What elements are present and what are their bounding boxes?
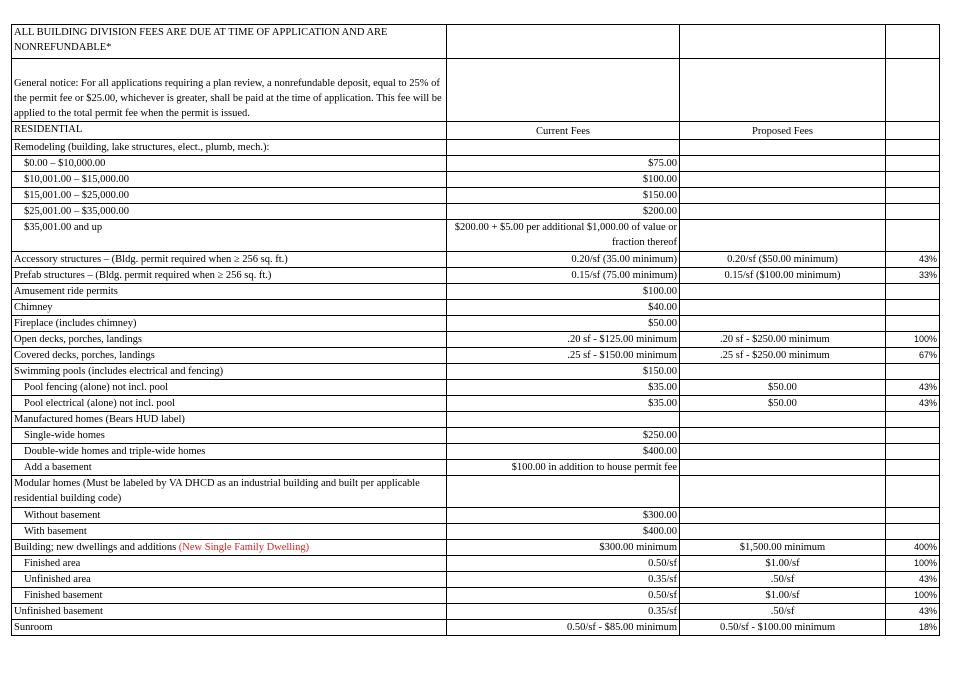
fee-item-label xyxy=(12,348,447,364)
table-row xyxy=(12,508,940,524)
proposed-fee: 0.15/sf ($100.00 minimum) xyxy=(680,268,886,284)
current-fee xyxy=(447,412,680,428)
fee-item-text: Prefab structures – (Bldg. permit required when ≥ 256 sq. ft.) xyxy=(14,270,272,281)
table-row xyxy=(12,588,940,604)
proposed-fee xyxy=(680,364,886,380)
current-fee: $75.00 xyxy=(447,156,680,172)
fee-item-text: Single-wide homes xyxy=(24,430,105,441)
proposed-fee xyxy=(680,428,886,444)
proposed-fee xyxy=(680,444,886,460)
percent-change xyxy=(886,412,940,428)
proposed-fee xyxy=(680,284,886,300)
blank-cell xyxy=(680,25,886,59)
fee-item-label xyxy=(12,284,447,300)
title-row xyxy=(12,25,940,59)
percent-change xyxy=(886,364,940,380)
table-row xyxy=(12,428,940,444)
table-row xyxy=(12,172,940,188)
fee-item-label xyxy=(12,412,447,428)
fee-item-label xyxy=(12,332,447,348)
table-row xyxy=(12,284,940,300)
fee-item-note: (New Single Family Dwelling) xyxy=(178,542,310,553)
percent-change: 43% xyxy=(886,604,940,620)
table-row xyxy=(12,220,940,252)
fee-item-label xyxy=(12,172,447,188)
current-fee: $35.00 xyxy=(447,380,680,396)
blank-cell xyxy=(447,59,680,122)
fee-item-label xyxy=(12,252,447,268)
proposed-fee xyxy=(680,524,886,540)
current-fee: 0.35/sf xyxy=(447,572,680,588)
current-fee: $300.00 minimum xyxy=(447,540,680,556)
percent-change: 33% xyxy=(886,268,940,284)
percent-change xyxy=(886,140,940,156)
fee-item-text: Double-wide homes and triple-wide homes xyxy=(24,446,206,457)
percent-change: 18% xyxy=(886,620,940,636)
fee-item-text: Without basement xyxy=(24,510,101,521)
proposed-fee xyxy=(680,508,886,524)
current-fee: $400.00 xyxy=(447,444,680,460)
fee-item-text: With basement xyxy=(24,526,87,537)
table-row xyxy=(12,524,940,540)
fee-item-text: Pool fencing (alone) not incl. pool xyxy=(24,382,169,393)
current-fee: $400.00 xyxy=(447,524,680,540)
fee-item-label xyxy=(12,604,447,620)
percent-change xyxy=(886,204,940,220)
proposed-fee xyxy=(680,460,886,476)
blank-cell xyxy=(886,59,940,122)
current-fee: $100.00 xyxy=(447,172,680,188)
proposed-fee: 0.20/sf ($50.00 minimum) xyxy=(680,252,886,268)
fee-item-label xyxy=(12,364,447,380)
fee-item-text: Amusement ride permits xyxy=(14,286,118,297)
current-fee: 0.50/sf - $85.00 minimum xyxy=(447,620,680,636)
table-row xyxy=(12,572,940,588)
fee-item-text: Sunroom xyxy=(14,622,53,633)
percent-change xyxy=(886,524,940,540)
proposed-fee xyxy=(680,476,886,508)
proposed-fee: $1,500.00 minimum xyxy=(680,540,886,556)
proposed-fee xyxy=(680,156,886,172)
percent-change: 400% xyxy=(886,540,940,556)
notice-row xyxy=(12,59,940,122)
fee-item-label xyxy=(12,476,447,508)
fee-item-label xyxy=(12,220,447,252)
current-fee: $150.00 xyxy=(447,188,680,204)
fee-rows xyxy=(12,140,940,636)
fee-item-label xyxy=(12,316,447,332)
current-fees-header: Current Fees xyxy=(447,122,680,140)
percent-change: 67% xyxy=(886,348,940,364)
fee-item-text: Open decks, porches, landings xyxy=(14,334,143,345)
current-fee: 0.50/sf xyxy=(447,556,680,572)
table-row xyxy=(12,252,940,268)
fee-item-text: Manufactured homes (Bears HUD label) xyxy=(14,414,185,425)
fee-item-text: $0.00 – $10,000.00 xyxy=(24,158,106,169)
table-row xyxy=(12,140,940,156)
fee-item-text: Building; new dwellings and additions xyxy=(14,542,177,553)
fee-item-label xyxy=(12,620,447,636)
fee-item-label xyxy=(12,460,447,476)
fee-item-text: $10,001.00 – $15,000.00 xyxy=(24,174,129,185)
percent-change xyxy=(886,460,940,476)
fee-item-text: Remodeling (building, lake structures, elect., plumb, mech.): xyxy=(14,142,270,153)
fee-item-label xyxy=(12,396,447,412)
current-fee: $100.00 in addition to house permit fee xyxy=(447,460,680,476)
current-fee: .20 sf - $125.00 minimum xyxy=(447,332,680,348)
current-fee: $200.00 xyxy=(447,204,680,220)
blank-cell xyxy=(680,59,886,122)
proposed-fee xyxy=(680,188,886,204)
fee-item-label xyxy=(12,140,447,156)
current-fee: $200.00 + $5.00 per additional $1,000.00 of value or fraction thereof xyxy=(447,220,680,252)
proposed-fees-header: Proposed Fees xyxy=(680,122,886,140)
table-row xyxy=(12,476,940,508)
fee-item-text: Add a basement xyxy=(24,462,92,473)
table-row xyxy=(12,412,940,428)
fee-item-text: Fireplace (includes chimney) xyxy=(14,318,137,329)
fee-item-label xyxy=(12,380,447,396)
table-row xyxy=(12,396,940,412)
fee-item-label xyxy=(12,204,447,220)
percent-change xyxy=(886,172,940,188)
percent-change xyxy=(886,220,940,252)
current-fee: $35.00 xyxy=(447,396,680,412)
current-fee: $50.00 xyxy=(447,316,680,332)
percent-change xyxy=(886,428,940,444)
proposed-fee: $1.00/sf xyxy=(680,588,886,604)
proposed-fee xyxy=(680,172,886,188)
current-fee: 0.15/sf (75.00 minimum) xyxy=(447,268,680,284)
current-fee: 0.20/sf (35.00 minimum) xyxy=(447,252,680,268)
proposed-fee: .50/sf xyxy=(680,604,886,620)
current-fee xyxy=(447,140,680,156)
percent-change: 43% xyxy=(886,252,940,268)
table-row xyxy=(12,556,940,572)
fee-item-label xyxy=(12,556,447,572)
fee-item-text: Swimming pools (includes electrical and fencing) xyxy=(14,366,224,377)
percent-change: 43% xyxy=(886,572,940,588)
fee-item-text: Finished area xyxy=(24,558,81,569)
fee-item-label xyxy=(12,300,447,316)
proposed-fee: .25 sf - $250.00 minimum xyxy=(680,348,886,364)
table-row xyxy=(12,444,940,460)
table-row xyxy=(12,188,940,204)
current-fee: $100.00 xyxy=(447,284,680,300)
table-row xyxy=(12,300,940,316)
proposed-fee xyxy=(680,316,886,332)
percent-change xyxy=(886,476,940,508)
current-fee: .25 sf - $150.00 minimum xyxy=(447,348,680,364)
current-fee: $150.00 xyxy=(447,364,680,380)
fee-item-text: Modular homes (Must be labeled by VA DHCD as an industrial building and built per applicable residential building code) xyxy=(14,478,420,504)
fee-item-label xyxy=(12,156,447,172)
percent-change: 100% xyxy=(886,332,940,348)
fee-item-text: Pool electrical (alone) not incl. pool xyxy=(24,398,176,409)
current-fee: $40.00 xyxy=(447,300,680,316)
fee-item-label xyxy=(12,540,447,556)
fee-item-label xyxy=(12,508,447,524)
table-row xyxy=(12,380,940,396)
column-header-row xyxy=(12,122,940,140)
table-row xyxy=(12,348,940,364)
fees-title: ALL BUILDING DIVISION FEES ARE DUE AT TIME OF APPLICATION AND ARE NONREFUNDABLE* xyxy=(12,25,447,59)
fee-item-label xyxy=(12,268,447,284)
proposed-fee xyxy=(680,204,886,220)
blank-cell xyxy=(886,25,940,59)
fee-item-label xyxy=(12,588,447,604)
fee-item-label xyxy=(12,572,447,588)
current-fee xyxy=(447,476,680,508)
percent-change xyxy=(886,284,940,300)
fee-item-text: Unfinished basement xyxy=(14,606,103,617)
current-fee: $300.00 xyxy=(447,508,680,524)
proposed-fee xyxy=(680,140,886,156)
fee-item-label xyxy=(12,428,447,444)
current-fee: $250.00 xyxy=(447,428,680,444)
table-row xyxy=(12,364,940,380)
fee-item-label xyxy=(12,444,447,460)
percent-change xyxy=(886,300,940,316)
blank-cell xyxy=(886,122,940,140)
proposed-fee xyxy=(680,300,886,316)
current-fee: 0.35/sf xyxy=(447,604,680,620)
fee-item-text: Finished basement xyxy=(24,590,103,601)
table-row xyxy=(12,268,940,284)
proposed-fee: $1.00/sf xyxy=(680,556,886,572)
blank-cell xyxy=(447,25,680,59)
percent-change xyxy=(886,188,940,204)
fee-item-text: Unfinished area xyxy=(24,574,91,585)
percent-change xyxy=(886,508,940,524)
fee-item-text: Accessory structures – (Bldg. permit required when ≥ 256 sq. ft.) xyxy=(14,254,288,265)
proposed-fee: .50/sf xyxy=(680,572,886,588)
table-row xyxy=(12,204,940,220)
fee-item-text: Covered decks, porches, landings xyxy=(14,350,155,361)
proposed-fee xyxy=(680,220,886,252)
fee-schedule-table xyxy=(11,24,940,636)
proposed-fee: $50.00 xyxy=(680,396,886,412)
proposed-fee: .20 sf - $250.00 minimum xyxy=(680,332,886,348)
fee-item-text: $35,001.00 and up xyxy=(24,222,103,233)
fee-item-text: $25,001.00 – $35,000.00 xyxy=(24,206,129,217)
current-fee: 0.50/sf xyxy=(447,588,680,604)
table-row xyxy=(12,316,940,332)
fee-item-text: $15,001.00 – $25,000.00 xyxy=(24,190,129,201)
table-row xyxy=(12,460,940,476)
table-row xyxy=(12,540,940,556)
proposed-fee xyxy=(680,412,886,428)
proposed-fee: $50.00 xyxy=(680,380,886,396)
category-header: RESIDENTIAL xyxy=(12,122,447,140)
table-row xyxy=(12,156,940,172)
percent-change: 100% xyxy=(886,556,940,572)
fee-item-text: Chimney xyxy=(14,302,53,313)
percent-change: 43% xyxy=(886,380,940,396)
table-row xyxy=(12,604,940,620)
percent-change: 43% xyxy=(886,396,940,412)
table-row xyxy=(12,620,940,636)
percent-change xyxy=(886,444,940,460)
general-notice: General notice: For all applications requiring a plan review, a nonrefundable deposit, equal to 25% of the permit fee or $25.00, whichever is greater, shall be paid at the time of application. This fee will be applied to the total permit fee when the permit is issued. xyxy=(12,59,447,122)
percent-change xyxy=(886,156,940,172)
fee-item-label xyxy=(12,188,447,204)
percent-change: 100% xyxy=(886,588,940,604)
percent-change xyxy=(886,316,940,332)
proposed-fee: 0.50/sf - $100.00 minimum xyxy=(680,620,886,636)
table-row xyxy=(12,332,940,348)
fee-item-label xyxy=(12,524,447,540)
